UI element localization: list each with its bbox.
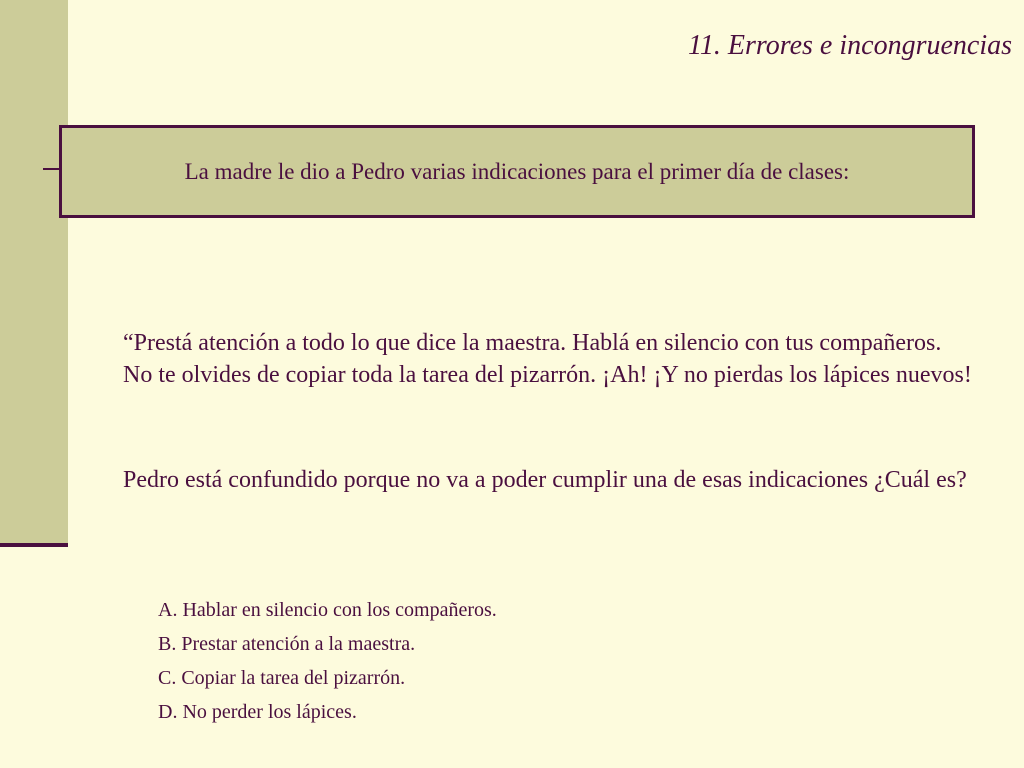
quote-paragraph: “Prestá atención a todo lo que dice la maestra. Hablá en silencio con tus compañeros. No te olvides de copiar toda la tarea del pizarrón. ¡Ah! ¡Y no pierdas los lápices nuevos! — [123, 330, 972, 388]
header-box — [59, 125, 975, 218]
question-paragraph: Pedro está confundido porque no va a poder cumplir una de esas indicaciones ¿Cuál es? — [123, 467, 967, 493]
header-text: La madre le dio a Pedro varias indicaciones para el primer día de clases: — [184, 158, 850, 184]
answer-option-d: D. No perder los lápices. — [158, 701, 357, 723]
answer-option-a: A. Hablar en silencio con los compañeros. — [158, 599, 497, 621]
left-accent-bar — [0, 0, 68, 546]
slide-title: 11. Errores e incongruencias — [687, 30, 1012, 61]
answer-option-b: B. Prestar atención a la maestra. — [158, 633, 416, 655]
left-accent-rule — [0, 543, 68, 547]
answer-option-c: C. Copiar la tarea del pizarrón. — [158, 667, 406, 689]
answer-options-list — [158, 596, 497, 732]
